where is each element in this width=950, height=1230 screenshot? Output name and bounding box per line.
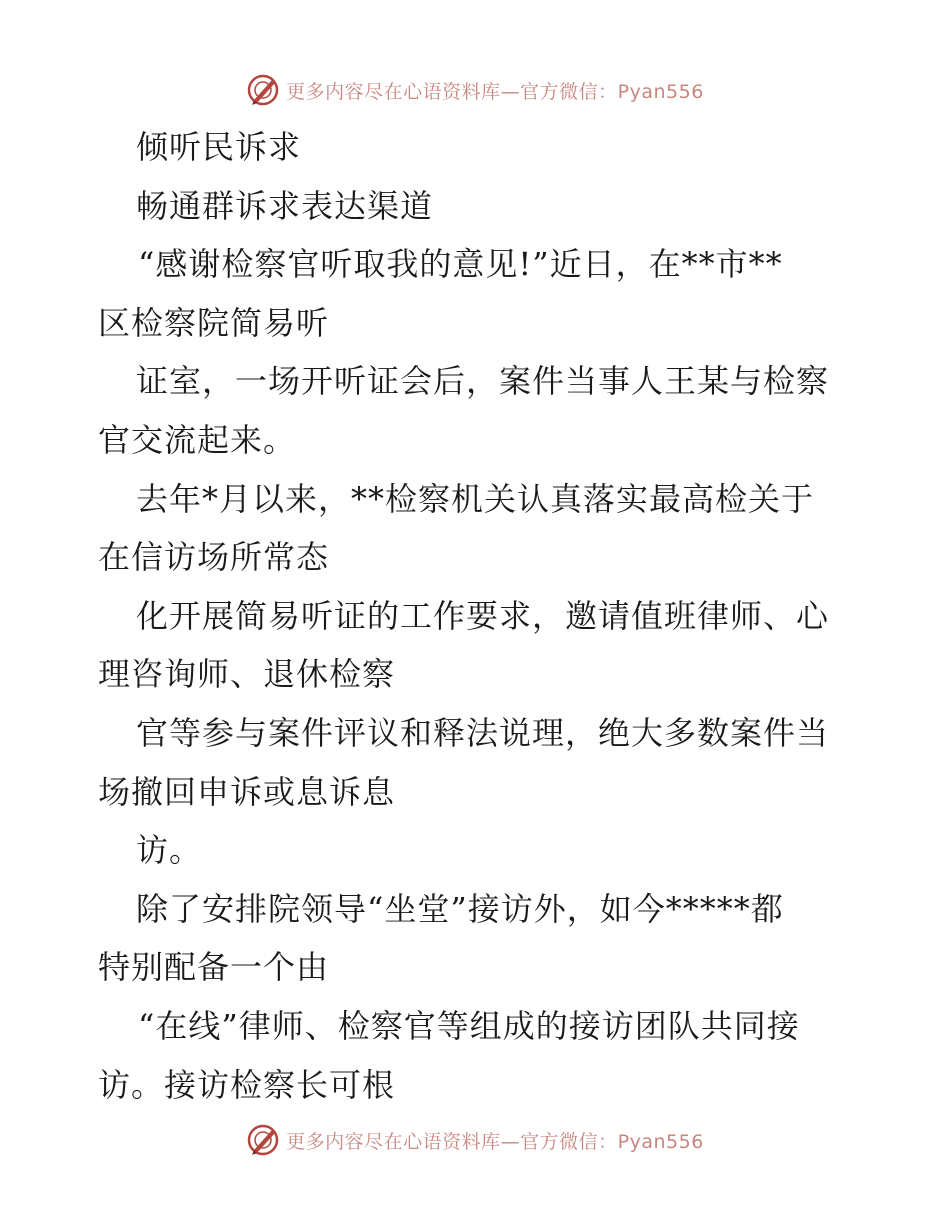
body-line: 场撤回申诉或息诉息 — [98, 772, 396, 811]
body-line: 访。接访检察长可根 — [98, 1065, 396, 1104]
body-line: 特别配备一个由 — [98, 948, 330, 987]
header-text: 更多内容尽在心语资料库—官方微信：Pyan556 — [286, 80, 704, 103]
body-line: 区检察院简易听 — [98, 303, 330, 342]
document-body — [98, 118, 858, 1114]
footer-text: 更多内容尽在心语资料库—官方微信：Pyan556 — [286, 1130, 704, 1153]
body-line: 官等参与案件评议和释法说理，绝大多数案件当 — [136, 713, 830, 752]
body-line: 去年*月以来，**检察机关认真落实最高检关于 — [136, 479, 815, 518]
body-line: 除了安排院领导“坐堂”接访外，如今*****都 — [136, 889, 784, 928]
body-line: 官交流起来。 — [98, 420, 297, 459]
body-line: 理咨询师、退休检察 — [98, 655, 396, 694]
body-line: 访。 — [136, 831, 203, 870]
body-line: “感谢检察官听取我的意见!”近日，在**市** — [138, 245, 783, 284]
body-line: 倾听民诉求 — [136, 128, 302, 166]
header-banner — [0, 70, 950, 110]
body-line: 化开展简易听证的工作要求，邀请值班律师、心 — [136, 596, 830, 635]
body-line: 畅通群诉求表达渠道 — [136, 186, 434, 225]
body-line: 在信访场所常态 — [98, 538, 330, 577]
body-line: “在线”律师、检察官等组成的接访团队共同接 — [138, 1006, 800, 1045]
pen-logo-icon — [246, 1123, 280, 1157]
footer-banner — [0, 1120, 950, 1160]
body-line: 证室，一场开听证会后，案件当事人王某与检察 — [136, 362, 830, 401]
pen-logo-icon — [246, 73, 280, 107]
